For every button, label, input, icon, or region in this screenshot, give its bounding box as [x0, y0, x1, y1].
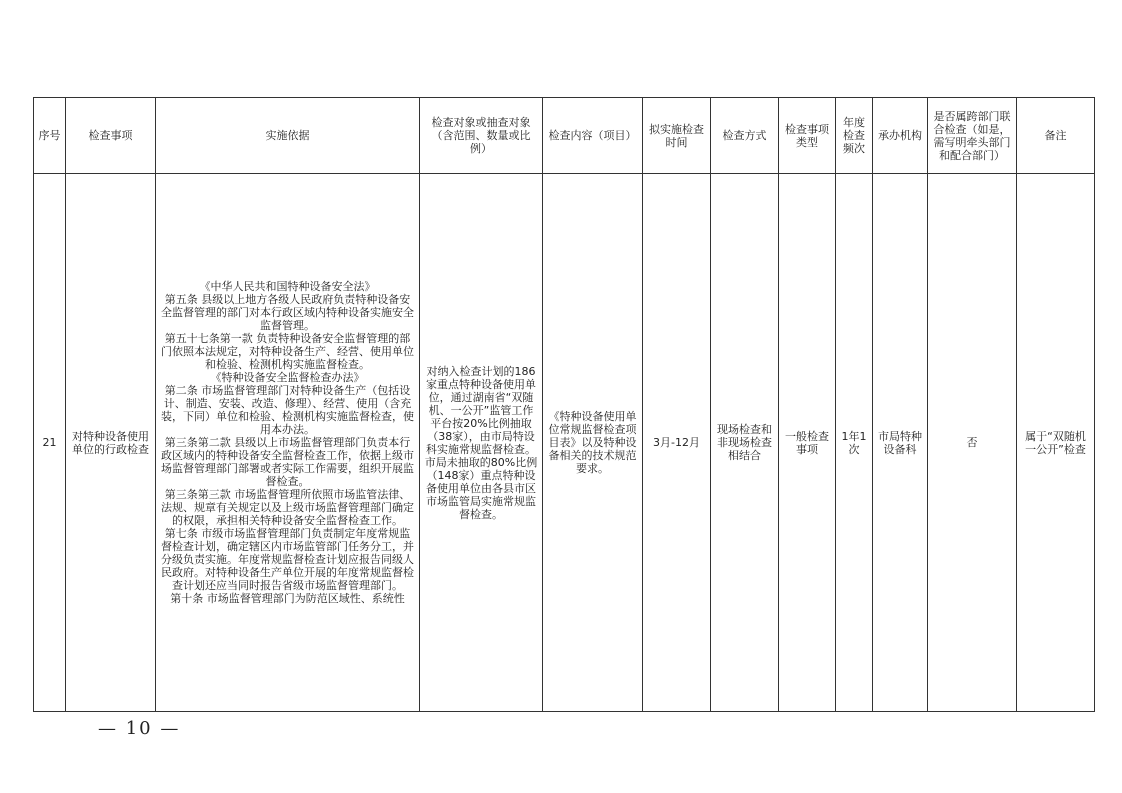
- basis-line: 第十条 市场监督管理部门为防范区域性、系统性: [170, 592, 405, 605]
- cell-method: 现场检查和非现场检查相结合: [711, 174, 779, 712]
- basis-line: 第五条 县级以上地方各级人民政府负责特种设备安全监督管理的部门对本行政区域内特种设备实施安全监督管理。: [161, 293, 414, 332]
- cell-basis: [156, 174, 420, 712]
- cell-joint: 否: [928, 174, 1017, 712]
- cell-remark: 属于“双随机一公开”检查: [1017, 174, 1095, 712]
- header-joint: 是否属跨部门联合检查（如是，需写明牵头部门和配合部门）: [928, 98, 1017, 174]
- header-org: 承办机构: [873, 98, 928, 174]
- header-time: 拟实施检查时间: [643, 98, 711, 174]
- cell-frequency: 1年1次: [836, 174, 873, 712]
- cell-item: 对特种设备使用单位的行政检查: [66, 174, 156, 712]
- header-method: 检查方式: [711, 98, 779, 174]
- cell-index: 21: [34, 174, 66, 712]
- header-frequency: 年度检查频次: [836, 98, 873, 174]
- cell-type: 一般检查事项: [779, 174, 836, 712]
- header-index: 序号: [34, 98, 66, 174]
- header-row: [34, 98, 1095, 174]
- cell-content: 《特种设备使用单位常规监督检查项目表》以及特种设备相关的技术规范要求。: [543, 174, 643, 712]
- basis-line: 第二条 市场监督管理部门对特种设备生产（包括设计、制造、安装、改造、修理）、经营、使用（含充装，下同）单位和检验、检测机构实施监督检查，使用本办法。: [161, 384, 414, 436]
- basis-line: 第五十七条第一款 负责特种设备安全监督管理的部门依照本法规定，对特种设备生产、经营、使用单位和检验、检测机构实施监督检查。: [161, 332, 414, 371]
- basis-line: 第三条第二款 县级以上市场监督管理部门负责本行政区域内的特种设备安全监督检查工作，依据上级市场监督管理部门部署或者实际工作需要，组织开展监督检查。: [161, 436, 414, 488]
- header-remark: 备注: [1017, 98, 1095, 174]
- table-row: [34, 174, 1095, 712]
- header-type: 检查事项类型: [779, 98, 836, 174]
- cell-target: 对纳入检查计划的186家重点特种设备使用单位，通过湖南省“双随机、一公开”监管工作平台按20%比例抽取（38家），由市局特设科实施常规监督检查。市局未抽取的80%比例（148家）重点特种设备使用单位由各县市区市场监管局实施常规监督检查。: [420, 174, 543, 712]
- basis-line: 《中华人民共和国特种设备安全法》: [199, 280, 376, 293]
- header-item: 检查事项: [66, 98, 156, 174]
- header-target: 检查对象或抽查对象（含范围、数量或比例）: [420, 98, 543, 174]
- cell-org: 市局特种设备科: [873, 174, 928, 712]
- basis-line: 第三条第三款 市场监督管理所依照市场监管法律、法规、规章有关规定以及上级市场监督管理部门确定的权限，承担相关特种设备安全监督检查工作。: [161, 488, 414, 527]
- cell-time: 3月-12月: [643, 174, 711, 712]
- page-number: — 10 —: [98, 718, 181, 739]
- basis-line: 《特种设备安全监督检查办法》: [210, 371, 365, 384]
- header-basis: 实施依据: [156, 98, 420, 174]
- header-content: 检查内容（项目）: [543, 98, 643, 174]
- basis-line: 第七条 市级市场监督管理部门负责制定年度常规监督检查计划，确定辖区内市场监管部门任务分工，并分级负责实施。年度常规监督检查计划应报告同级人民政府。对特种设备生产单位开展的年度常规监督检查计划还应当同时报告省级市场监督管理部门。: [161, 527, 414, 592]
- inspection-table: [33, 97, 1095, 712]
